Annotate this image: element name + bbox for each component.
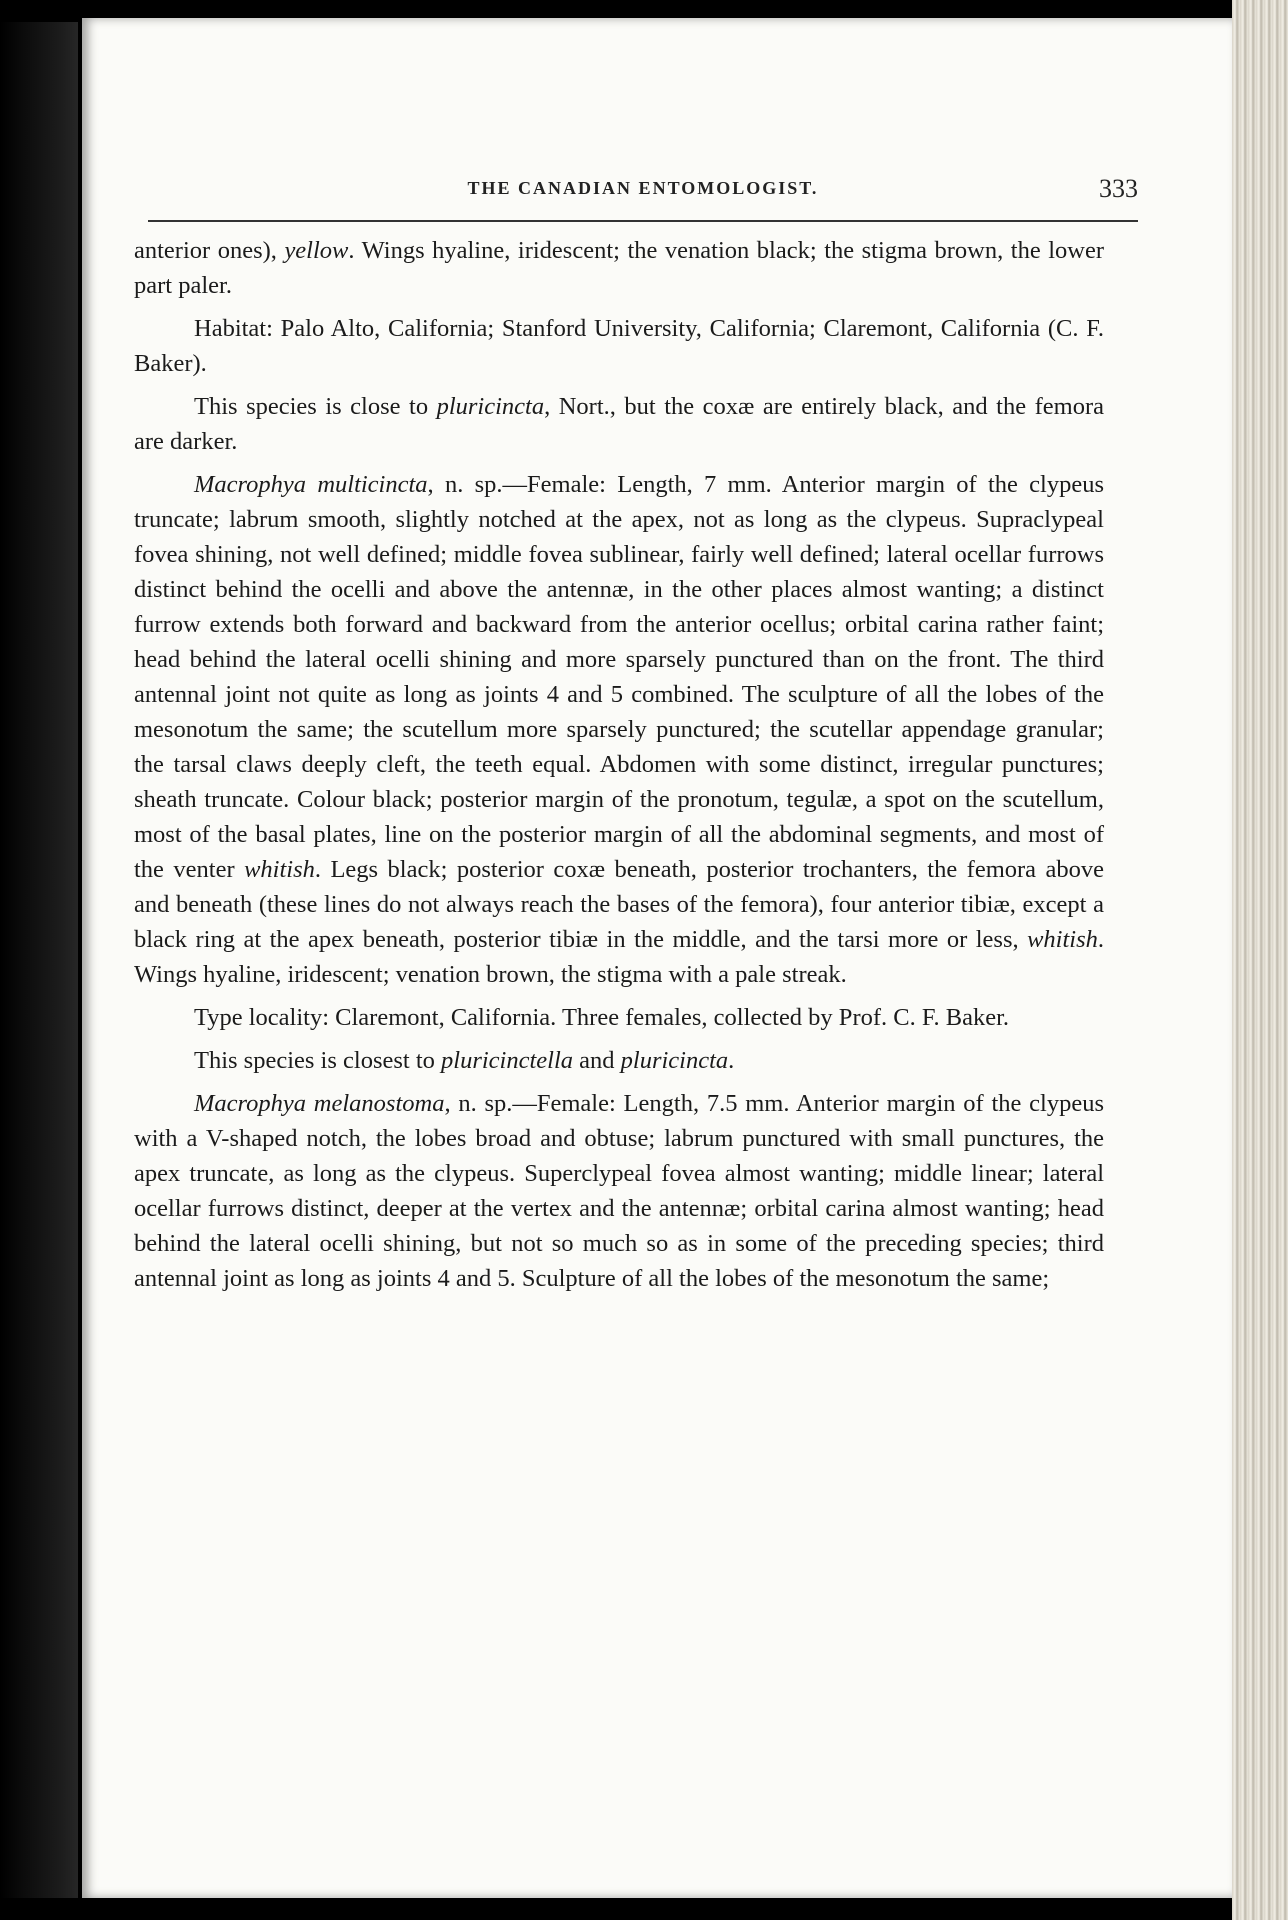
text-run: anterior ones), bbox=[134, 237, 285, 264]
italic-term: whitish bbox=[1027, 926, 1098, 953]
page-number: 333 bbox=[1099, 174, 1138, 203]
header-rule bbox=[148, 220, 1138, 222]
paragraph-continuation bbox=[134, 233, 1104, 303]
page-body bbox=[134, 233, 1104, 1296]
text-run: . Wings hyaline, iridescent; the venation black; the stigma brown, the lower part paler. bbox=[134, 237, 1105, 299]
text-run: This species is close to bbox=[194, 393, 437, 420]
text-run: , n. sp.—Female: Length, 7.5 mm. Anterior margin of the clypeus with a V-shaped notch, the lobes broad and obtuse; labrum punctured with small punctures, the apex truncate, as long as the clypeus. Superclypeal fovea almost wanting; middle linear; lateral ocellar furrows distinct, deeper at the vertex and the antennæ; orbital carina almost wanting; head behind the lateral ocelli shining, but not so much so as in some of the preceding species; third antennal joint as long as joints 4 and 5. Sculpture of all the lobes of the mesonotum the same; bbox=[134, 1090, 1104, 1292]
italic-term: yellow bbox=[284, 237, 349, 264]
italic-term: pluricinctella bbox=[441, 1047, 574, 1074]
text-run: , Nort., but the coxæ are entirely black, and the femora are darker. bbox=[134, 393, 1104, 455]
paragraph-comparison bbox=[134, 389, 1104, 459]
italic-term: whitish bbox=[244, 856, 315, 883]
italic-term: pluricincta bbox=[620, 1047, 729, 1074]
scan-page-edges bbox=[1232, 0, 1288, 1920]
running-title: THE CANADIAN ENTOMOLOGIST. bbox=[467, 178, 819, 198]
paragraph-closest bbox=[134, 1043, 1104, 1078]
paragraph-species-melanostoma bbox=[134, 1086, 1104, 1296]
text-run: . Legs black; posterior coxæ beneath, posterior trochanters, the femora above and beneath (these lines do not always reach the bases of the femora), four anterior tibiæ, except a black ring at the apex beneath, posterior tibiæ in the middle, and the tarsi more or less, bbox=[134, 856, 1104, 953]
text-run: and bbox=[573, 1047, 621, 1074]
text-run: Type locality: Claremont, California. Three females, collected by Prof. C. F. Baker. bbox=[194, 1004, 1010, 1031]
text-run: Habitat: Palo Alto, California; Stanford University, California; Claremont, California (C. F. Baker). bbox=[134, 315, 1104, 377]
paragraph-species-multicincta bbox=[134, 467, 1104, 992]
text-run: . Wings hyaline, iridescent; venation brown, the stigma with a pale streak. bbox=[134, 926, 1104, 988]
species-name: Macrophya multicincta bbox=[194, 471, 428, 498]
scan-binding-shadow bbox=[0, 0, 78, 1920]
italic-term: pluricincta bbox=[436, 393, 545, 420]
scan-bottom-border bbox=[0, 1898, 1288, 1920]
text-run: , n. sp.—Female: Length, 7 mm. Anterior margin of the clypeus truncate; labrum smooth, slightly notched at the apex, not as long as the clypeus. Supraclypeal fovea shining, not well defined; middle fovea sublinear, fairly well defined; lateral ocellar furrows distinct behind the ocelli and above the antennæ, in the other places almost wanting; a distinct furrow extends both forward and backward from the anterior ocellus; orbital carina rather faint; head behind the lateral ocelli shining and more sparsely punctured than on the front. The third antennal joint not quite as long as joints 4 and 5 combined. The sculpture of all the lobes of the mesonotum the same; the scutellum more sparsely punctured; the scutellar appendage granular; the tarsal claws deeply cleft, the teeth equal. Abdomen with some distinct, irregular punctures; sheath truncate. Colour black; posterior margin of the pronotum, tegulæ, a spot on the scutellum, most of the basal plates, line on the posterior margin of all the abdominal segments, and most of the venter bbox=[134, 471, 1104, 883]
species-name: Macrophya melanostoma bbox=[194, 1090, 445, 1117]
text-run: . bbox=[728, 1047, 735, 1074]
paragraph-habitat bbox=[134, 311, 1104, 381]
text-run: This species is closest to bbox=[194, 1047, 442, 1074]
page-header bbox=[148, 174, 1138, 212]
book-page bbox=[82, 18, 1232, 1898]
paragraph-type-locality bbox=[134, 1000, 1104, 1035]
